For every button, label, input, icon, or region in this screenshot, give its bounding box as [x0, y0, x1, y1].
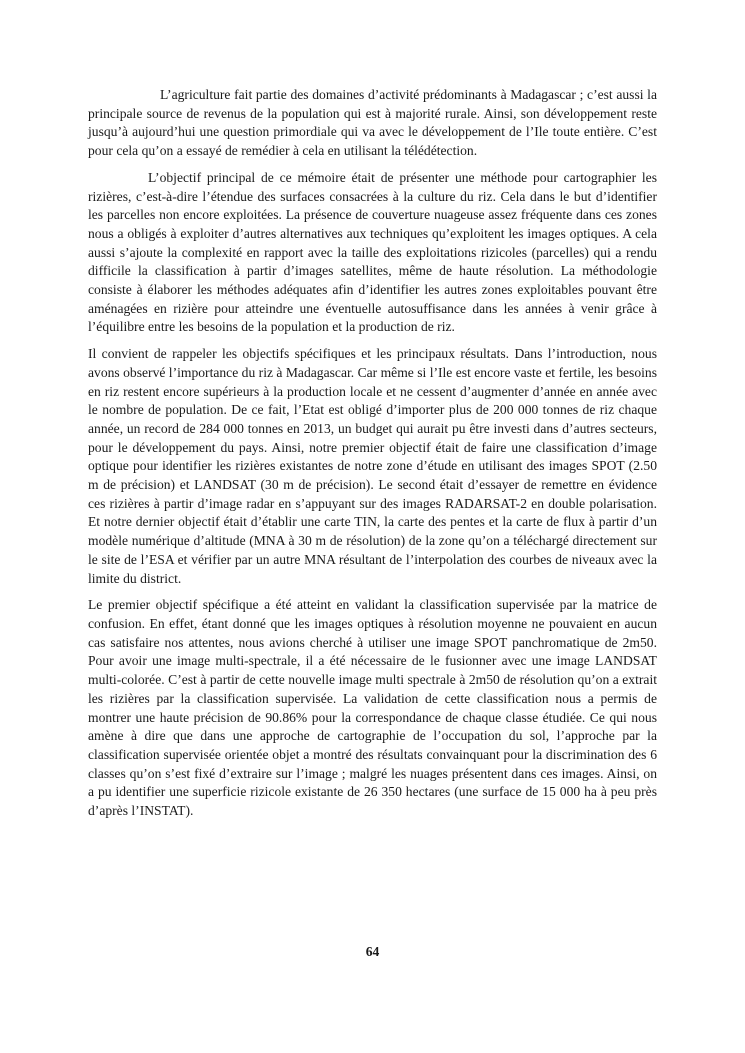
- body-text: [88, 86, 657, 829]
- paragraph-intro: L’agriculture fait partie des domaines d’activité prédominants à Madagascar ; c’est aussi la principale source de revenus de la population qui est à majorité rurale. Ainsi, son développement reste jusqu’à aujourd’hui une question primordiale qui va avec le développement de l’Ile toute entière. C’est pour cela qu’on a essayé de remédier à cela en utilisant la télédétection.: [88, 87, 657, 159]
- paragraph-main-objective: L’objectif principal de ce mémoire était de présenter une méthode pour cartographier les rizières, c’est-à-dire l’étendue des surfaces consacrées à la culture du riz. Cela dans le but d’identifier les parcelles non encore exploitées. La présence de couverture nuageuse assez fréquente dans ces zones nous a obligés à exploiter d’autres alternatives aux techniques qu’exploitent les images optiques. A cela aussi s’ajoute la complexité en rapport avec la taille des exploitations rizicoles (parcelles) qui a rendu difficile la classification à partir d’images satellites, même de haute résolution. La méthodologie consiste à élaborer les méthodes adéquates afin d’identifier les autres zones exploitables pouvant être aménagées en rizière pour atteindre une éventuelle autosuffisance dans les années à venir grâce à l’équilibre entre les besoins de la population et la production de riz.: [88, 169, 657, 335]
- page-number: 64: [365, 944, 380, 959]
- paragraph-specific-objectives: Il convient de rappeler les objectifs spécifiques et les principaux résultats. Dans l’introduction, nous avons observé l’importance du riz à Madagascar. Car même si l’Ile est encore vaste et fertile, les besoins en riz restent encore supérieurs à la production locale et ne cessent d’augmenter d’année en année avec le nombre de population. De ce fait, l’Etat est obligé d’importer plus de 200 000 tonnes de riz chaque année, un record de 284 000 tonnes en 2013, un budget qui aurait pu être investi dans d’autres secteurs, pour le développement du pays. Ainsi, notre premier objectif était de faire une classification d’image optique pour identifier les rizières existantes de notre zone d’étude en utilisant des images SPOT (2.50 m de précision) et LANDSAT (30 m de précision). Le second était d’essayer de remettre en évidence ces rizières à partir d’image radar en s’appuyant sur des images RADARSAT-2 en double polarisation. Et notre dernier objectif était d’établir une carte TIN, la carte des pentes et la carte de flux à partir d’un modèle numérique d’altitude (MNA à 30 m de résolution) de la zone qu’on a téléchargé directement sur le site de l’ESA et vérifier par un autre MNA résultant de l’interpolation des courbes de niveaux avec la limite du district.: [88, 346, 657, 586]
- paragraph-first-objective-results: Le premier objectif spécifique a été atteint en validant la classification supervisée par la matrice de confusion. En effet, étant donné que les images optiques à résolution moyenne ne pouvaient en aucun cas satisfaire nos attentes, nous avions cherché à utiliser une image SPOT panchromatique de 2m50. Pour avoir une image multi-spectrale, il a été nécessaire de le fusionner avec une image LANDSAT multi-colorée. C’est à partir de cette nouvelle image multi spectrale à 2m50 de résolution qu’on a extrait les rizières par la classification supervisée. La validation de cette classification nous a permis de montrer une haute précision de 90.86% pour la correspondance de chaque classe étudiée. Ce qui nous amène à dire que dans une approche de cartographie de l’occupation du sol, l’approche par la classification supervisée orientée objet a montré des résultats convainquant pour la discrimination des 6 classes qu’on s’est fixé d’extraire sur l’image ; malgré les nuages présentent dans ces images. Ainsi, on a pu identifier une superficie rizicole existante de 26 350 hectares (une surface de 15 000 ha à peu près d’après l’INSTAT).: [88, 597, 657, 819]
